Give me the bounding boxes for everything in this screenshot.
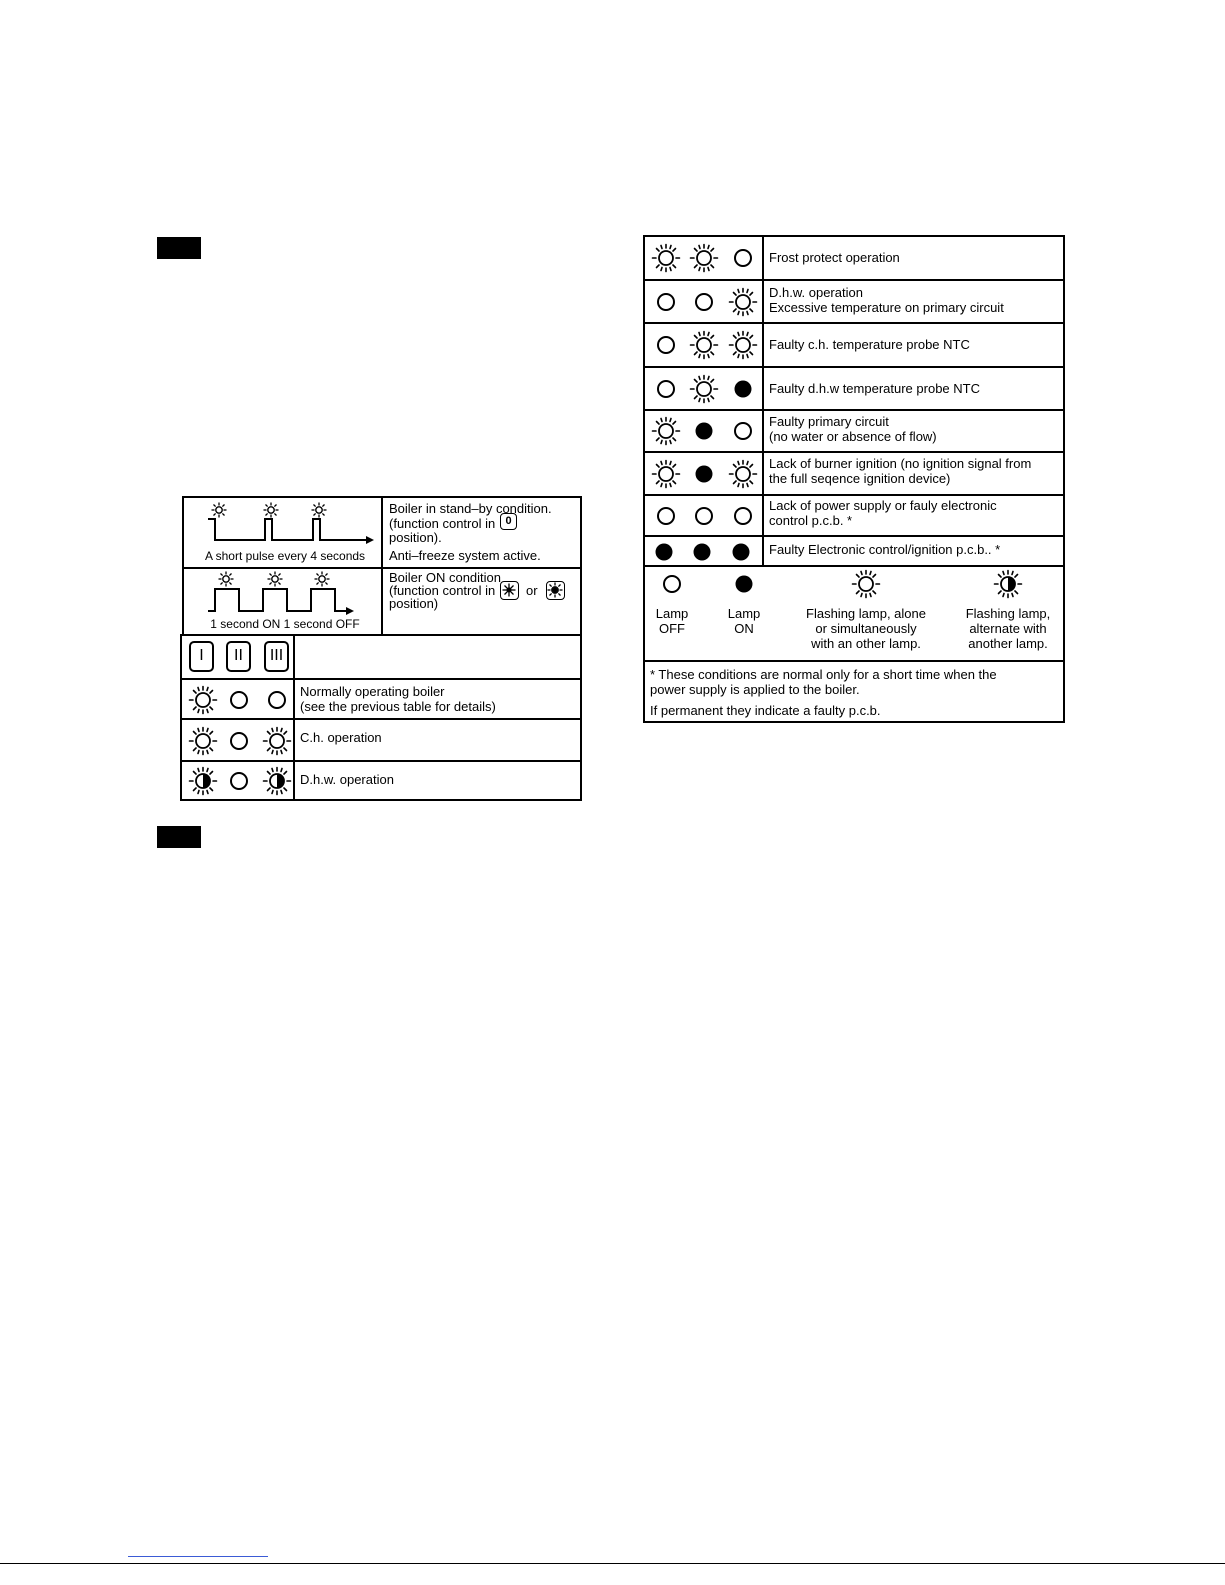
section-marker-bottom	[157, 826, 201, 848]
left-header-row	[182, 636, 580, 680]
knob-zero-label: 0	[505, 515, 512, 527]
standby-desc-2: (function control in	[389, 516, 496, 531]
function-knob-zero-icon	[500, 513, 517, 530]
lamp-flashing-icon	[651, 243, 681, 273]
lamp-on-icon	[649, 537, 679, 567]
lamp-button-iii-label: III	[269, 647, 284, 664]
lamp-flashing-icon	[689, 330, 719, 360]
lamp-button-i-icon	[189, 641, 214, 672]
lamp-button-iii-icon	[264, 641, 289, 672]
function-knob-winter-icon	[500, 581, 519, 600]
function-knob-summer-icon	[546, 581, 565, 600]
lamp-off-icon	[651, 374, 681, 404]
standby-desc-4: Anti–freeze system active.	[389, 548, 541, 563]
lamp-off-icon	[224, 766, 254, 796]
lamp-off-icon	[224, 726, 254, 756]
right-row-dhw-excess	[645, 281, 1063, 324]
right-row-text: Lack of burner ignition (no ignition signal from the full seqence ignition device)	[769, 456, 1032, 486]
lamp-on-icon	[689, 416, 719, 446]
lamp-flashing-icon	[262, 726, 292, 756]
legend-label: Flashing lamp, alone or simultaneously with an other lamp.	[806, 606, 926, 651]
lamp-flashing-icon	[651, 416, 681, 446]
lamp-off-icon	[651, 330, 681, 360]
lamp-alternate-icon	[262, 766, 292, 796]
lamp-on-icon	[729, 569, 759, 599]
lamp-flashing-icon	[188, 726, 218, 756]
section-marker-top	[157, 237, 201, 259]
right-row-primary	[645, 411, 1063, 453]
lamp-off-icon	[651, 501, 681, 531]
lamp-off-icon	[224, 685, 254, 715]
right-row-ignition	[645, 453, 1063, 496]
legend-label: Lamp ON	[727, 606, 761, 636]
pulse-row-standby	[184, 498, 580, 569]
right-row-text: Frost protect operation	[769, 250, 900, 265]
legend-label: Lamp OFF	[655, 606, 689, 636]
lamp-flashing-icon	[689, 374, 719, 404]
lamp-off-icon	[728, 243, 758, 273]
lamp-flashing-icon	[728, 330, 758, 360]
legend-label: Flashing lamp, alternate with another lamp.	[965, 606, 1051, 651]
lamp-flashing-icon	[728, 287, 758, 317]
on-desc-1: Boiler ON condition	[389, 570, 501, 585]
left-status-table	[180, 634, 582, 801]
right-row-text: Faulty Electronic control/ignition p.c.b.. *	[769, 542, 1001, 557]
lamp-on-icon	[689, 459, 719, 489]
right-row-ch-probe	[645, 324, 1063, 368]
on-desc-3: position)	[389, 596, 439, 611]
right-row-text: Faulty primary circuit (no water or absence of flow)	[769, 414, 937, 444]
right-row-text: Faulty c.h. temperature probe NTC	[769, 337, 970, 352]
on-pulse-diagram	[190, 571, 380, 617]
standby-desc-1: Boiler in stand–by condition.	[389, 501, 552, 516]
right-row-text: Lack of power supply or fauly electronic control p.c.b. *	[769, 498, 997, 528]
left-row-text: Normally operating boiler (see the previous table for details)	[300, 684, 496, 714]
lamp-button-i-label: I	[199, 647, 204, 664]
standby-desc-3: position).	[389, 530, 442, 545]
lamp-off-icon	[651, 287, 681, 317]
lamp-flashing-icon	[188, 685, 218, 715]
lamp-on-icon	[687, 537, 717, 567]
footnote: * These conditions are normal only for a short time when the power supply is applied to the boiler.	[650, 667, 997, 697]
lamp-on-icon	[726, 537, 756, 567]
lamp-off-icon	[262, 685, 292, 715]
pulse-row-on	[184, 569, 580, 636]
lamp-off-icon	[689, 287, 719, 317]
lamp-button-ii-icon	[226, 641, 251, 672]
left-row-normal	[182, 680, 580, 720]
lamp-flashing-icon	[728, 459, 758, 489]
lamp-flashing-icon	[651, 459, 681, 489]
left-row-text: C.h. operation	[300, 730, 382, 745]
lamp-on-icon	[728, 374, 758, 404]
lamp-flashing-icon	[689, 243, 719, 273]
footer-rule	[0, 1563, 1225, 1564]
right-status-table	[643, 235, 1065, 723]
lamp-alternate-icon	[188, 766, 218, 796]
lamp-off-icon	[657, 569, 687, 599]
footnote-permanent: If permanent they indicate a faulty p.c.b.	[650, 703, 881, 718]
lamp-off-icon	[689, 501, 719, 531]
on-caption: 1 second ON 1 second OFF	[210, 617, 360, 631]
left-row-text: D.h.w. operation	[300, 772, 394, 787]
right-row-power	[645, 496, 1063, 537]
left-row-ch	[182, 720, 580, 762]
lamp-button-ii-label: II	[234, 647, 243, 664]
legend-row	[645, 567, 1063, 662]
lamp-off-icon	[728, 416, 758, 446]
right-row-text: D.h.w. operation Excessive temperature on primary circuit	[769, 285, 1004, 315]
lamp-alternate-icon	[993, 569, 1023, 599]
left-row-dhw	[182, 762, 580, 801]
right-row-dhw-probe	[645, 368, 1063, 411]
footer-link-underline	[128, 1556, 268, 1557]
right-row-text: Faulty d.h.w temperature probe NTC	[769, 381, 980, 396]
pulse-table	[182, 496, 582, 636]
on-desc-or: or	[526, 583, 538, 598]
right-row-pcb	[645, 537, 1063, 567]
right-row-frost	[645, 237, 1063, 281]
on-desc-2: (function control in	[389, 583, 496, 598]
standby-caption: A short pulse every 4 seconds	[204, 549, 366, 563]
lamp-flashing-icon	[851, 569, 881, 599]
standby-pulse-diagram	[190, 502, 380, 552]
lamp-off-icon	[728, 501, 758, 531]
